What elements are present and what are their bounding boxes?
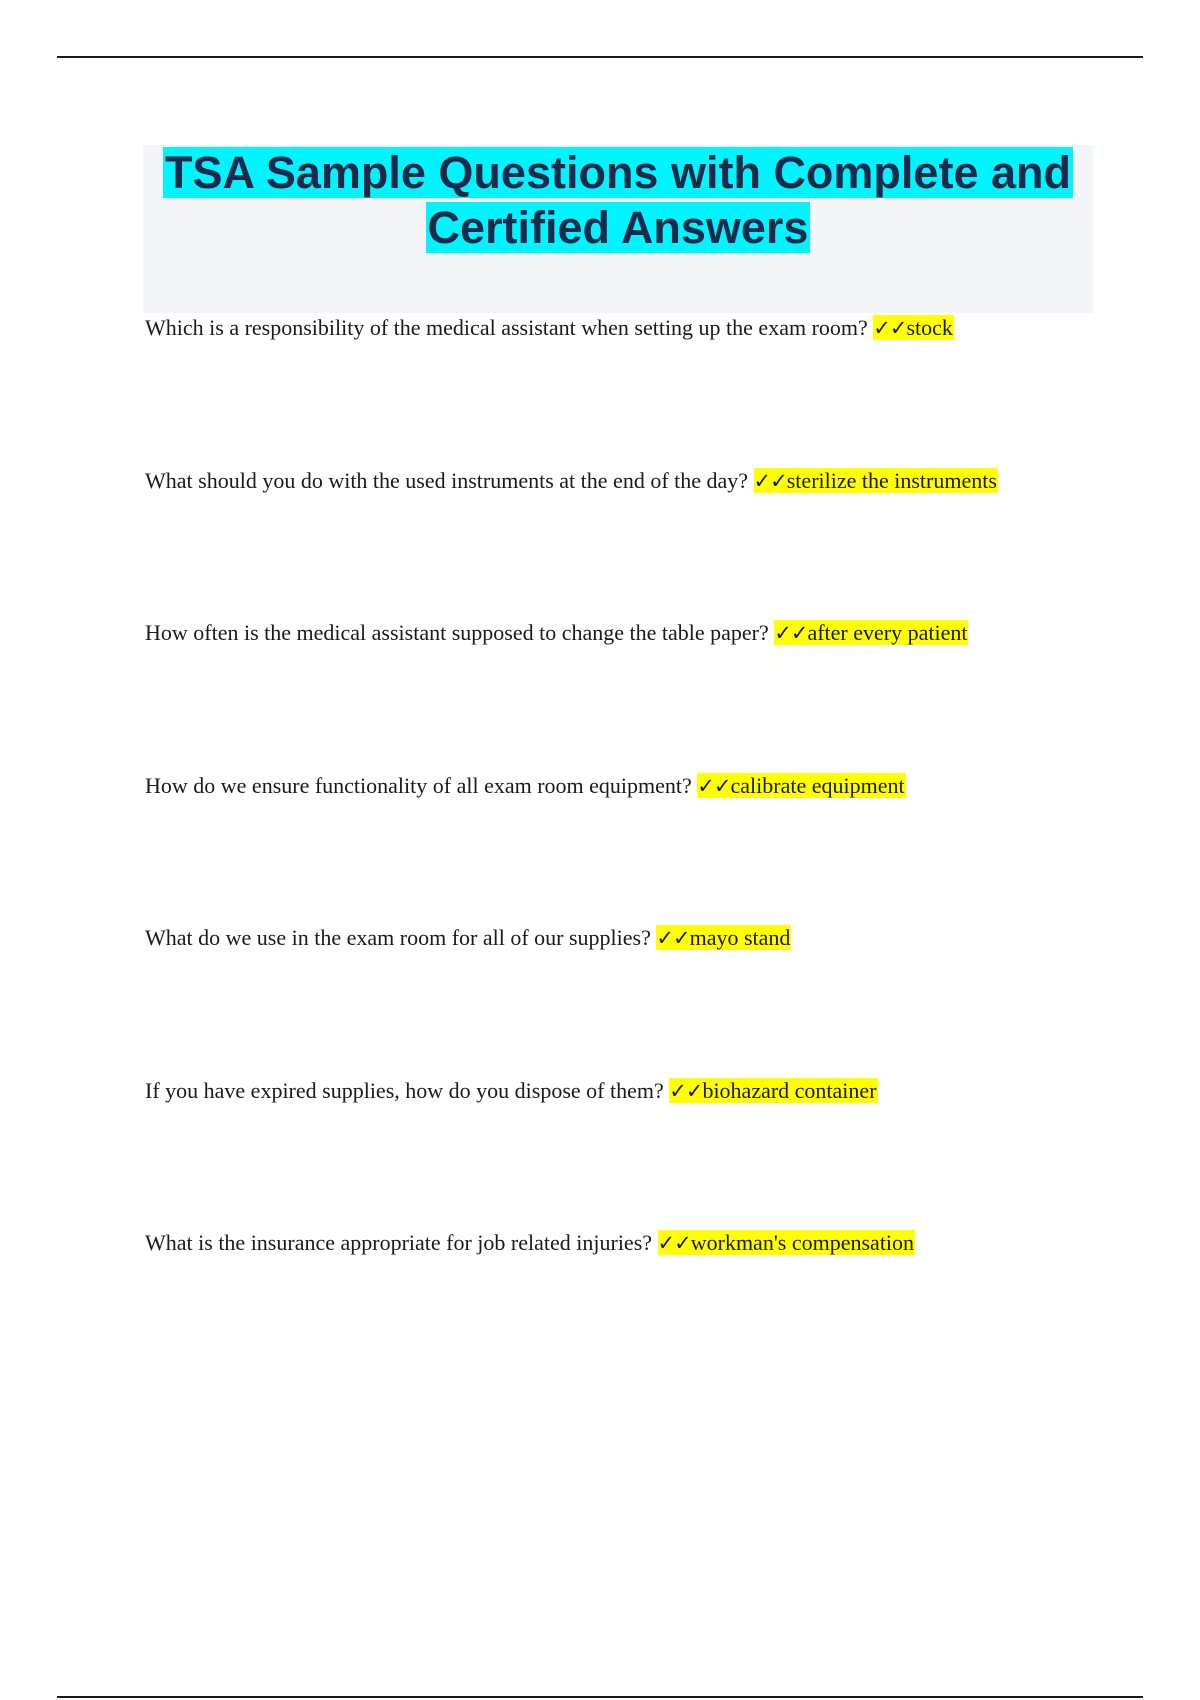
qa-item-1: [145, 313, 954, 343]
answer-text: after every patient: [807, 620, 968, 645]
answer-text: mayo stand: [689, 925, 791, 950]
answer-text: sterilize the instruments: [786, 468, 997, 493]
question-text: What do we use in the exam room for all of our supplies?: [145, 925, 657, 950]
qa-item-6: [145, 1076, 878, 1106]
answer-highlight: [754, 468, 998, 493]
question-text: What is the insurance appropriate for job related injuries?: [145, 1230, 658, 1255]
answer-text: calibrate equipment: [730, 773, 905, 798]
qa-item-3: [145, 618, 968, 648]
qa-item-7: [145, 1228, 915, 1258]
check-icon: ✓✓: [774, 621, 808, 645]
answer-highlight: [873, 315, 954, 340]
answer-text: stock: [906, 315, 953, 340]
answer-text: biohazard container: [702, 1078, 877, 1103]
header-rule: [57, 56, 1143, 58]
document-title: TSA Sample Questions with Complete and Certified Answers: [165, 147, 1071, 253]
qa-item-4: [145, 771, 906, 801]
answer-highlight: [774, 620, 968, 645]
check-icon: ✓✓: [697, 774, 731, 798]
question-text: What should you do with the used instruments at the end of the day?: [145, 468, 754, 493]
answer-highlight: [658, 1230, 916, 1255]
check-icon: ✓✓: [669, 1079, 703, 1103]
answer-highlight: [697, 773, 905, 798]
check-icon: ✓✓: [657, 1231, 691, 1255]
question-text: How do we ensure functionality of all exam room equipment?: [145, 773, 698, 798]
footer-rule: [57, 1696, 1143, 1698]
answer-text: workman's compensation: [690, 1230, 915, 1255]
title-banner: [143, 145, 1093, 313]
qa-item-2: [145, 466, 998, 496]
check-icon: ✓✓: [753, 469, 787, 493]
question-text: Which is a responsibility of the medical assistant when setting up the exam room?: [145, 315, 874, 340]
check-icon: ✓✓: [873, 316, 907, 340]
qa-item-5: [145, 923, 791, 953]
answer-highlight: [656, 925, 791, 950]
question-text: If you have expired supplies, how do you dispose of them?: [145, 1078, 670, 1103]
check-icon: ✓✓: [656, 926, 690, 950]
answer-highlight: [669, 1078, 877, 1103]
question-text: How often is the medical assistant supposed to change the table paper?: [145, 620, 775, 645]
